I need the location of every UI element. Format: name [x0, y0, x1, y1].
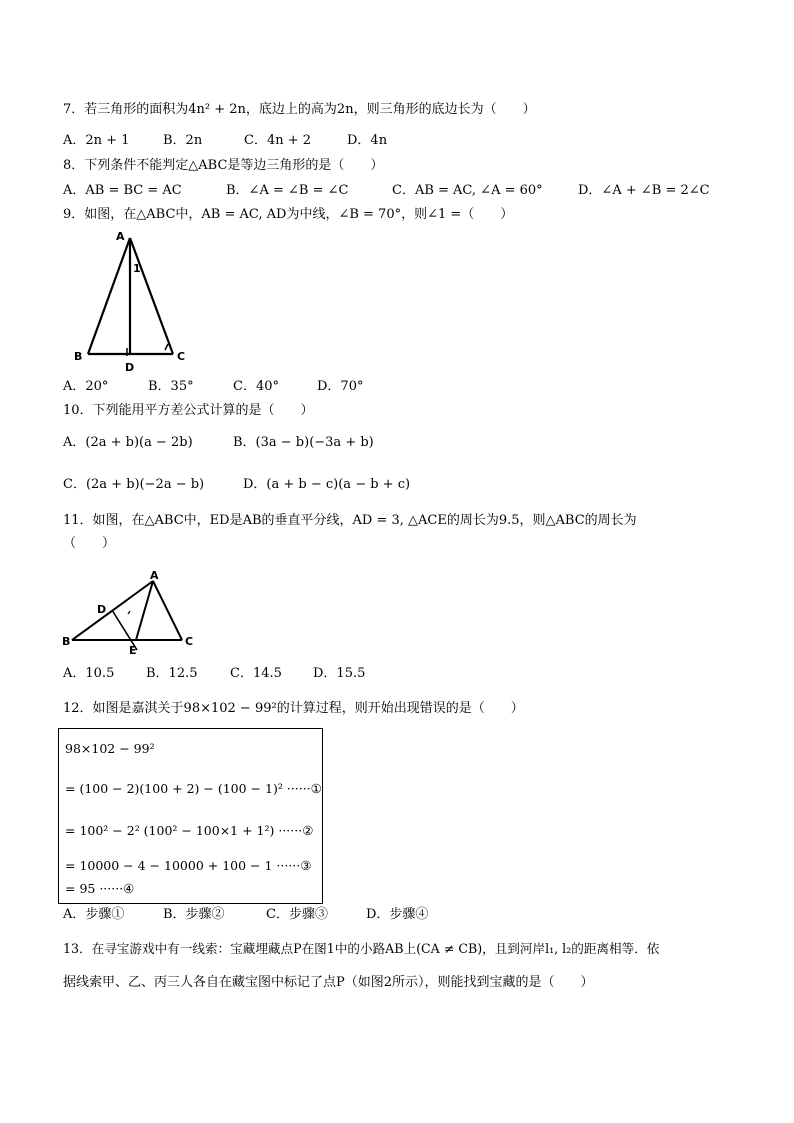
q9-option-a: A．20° [63, 379, 109, 394]
q7-stem: 7．若三角形的面积为4n² + 2n，底边上的高为2n，则三角形的底边长为（ ） [63, 102, 536, 117]
q11-label-a: A [150, 569, 159, 582]
q7-option-b: B．2n [163, 133, 203, 148]
q12-calculation-box [58, 728, 323, 904]
q12-stem: 12．如图是嘉淇关于98×102 − 99²的计算过程，则开始出现错误的是（ ） [63, 701, 524, 716]
q10-option-c: C．(2a + b)(−2a − b) [63, 477, 205, 492]
q11-option-b: B．12.5 [146, 666, 198, 681]
q9-label-angle-1: 1 [133, 262, 141, 275]
q12-step-1: = (100 − 2)(100 + 2) − (100 − 1)² ······① [65, 781, 322, 796]
q9-triangle-figure [70, 228, 200, 374]
q12-option-c: C．步骤③ [266, 907, 328, 922]
q11-tick-mark [128, 611, 130, 614]
q9-option-b: B．35° [148, 379, 194, 394]
q10-option-d: D．(a + b − c)(a − b + c) [243, 477, 411, 492]
q12-option-a: A．步骤① [63, 907, 125, 922]
q11-segment-ae [136, 581, 153, 640]
q8-option-b: B．∠A = ∠B = ∠C [226, 183, 349, 198]
q11-stem: 11．如图，在△ABC中，ED是AB的垂直平分线，AD = 3, △ACE的周长为9.5，则△ABC的周长为 [63, 513, 637, 528]
q11-option-d: D．15.5 [313, 666, 366, 681]
q10-stem: 10．下列能用平方差公式计算的是（ ） [63, 403, 314, 418]
q9-label-c: C [177, 350, 186, 363]
q11-option-c: C．14.5 [230, 666, 282, 681]
q10-option-a: A．(2a + b)(a − 2b) [63, 435, 193, 450]
q8-option-a: A．AB = BC = AC [63, 183, 182, 198]
q13-stem-line2: 据线索甲、乙、丙三人各自在藏宝图中标记了点P（如图2所示），则能找到宝藏的是（ ） [63, 975, 594, 990]
q9-side-ab [88, 238, 130, 354]
q11-label-e: E [129, 644, 137, 656]
q10-option-b: B．(3a − b)(−3a + b) [233, 435, 374, 450]
q11-option-a: A．10.5 [63, 666, 115, 681]
q7-option-d: D．4n [347, 133, 388, 148]
q11-label-d: D [97, 603, 107, 616]
q12-step-2: = 100² − 2² (100² − 100×1 + 1²) ······② [65, 823, 314, 838]
q9-label-b: B [74, 350, 83, 363]
q7-option-a: A．2n + 1 [63, 133, 130, 148]
q8-stem: 8．下列条件不能判定△ABC是等边三角形的是（ ） [63, 158, 384, 173]
q9-tick-dc [165, 344, 168, 350]
q11-label-c: C [185, 635, 194, 648]
q13-stem-line1: 13．在寻宝游戏中有一线索：宝藏埋藏点P在图1中的小路AB上(CA ≠ CB)，且到河岸l₁, l₂的距离相等．依 [63, 941, 660, 956]
q11-triangle-figure [60, 568, 200, 656]
q12-option-d: D．步骤④ [366, 907, 429, 922]
q9-label-d: D [125, 361, 135, 374]
q8-option-d: D．∠A + ∠B = 2∠C [578, 183, 710, 198]
q9-side-ac [130, 238, 173, 354]
q9-label-a: A [116, 230, 125, 243]
q8-option-c: C．AB = AC, ∠A = 60° [392, 183, 543, 198]
q12-step-3: = 10000 − 4 − 10000 + 100 − 1 ······③ [65, 858, 312, 873]
q11-side-ac [153, 581, 182, 640]
q9-option-d: D．70° [317, 379, 364, 394]
q12-option-b: B．步骤② [163, 907, 225, 922]
q12-step-4: = 95 ······④ [65, 881, 135, 896]
q11-stem-cont: （ ） [63, 536, 116, 551]
q9-option-c: C．40° [233, 379, 279, 394]
q9-stem: 9．如图，在△ABC中，AB = AC, AD为中线，∠B = 70°，则∠1 =（ ） [63, 207, 514, 222]
q11-label-b: B [62, 635, 71, 648]
q7-option-c: C．4n + 2 [244, 133, 312, 148]
q12-step-0: 98×102 − 99² [65, 741, 155, 756]
